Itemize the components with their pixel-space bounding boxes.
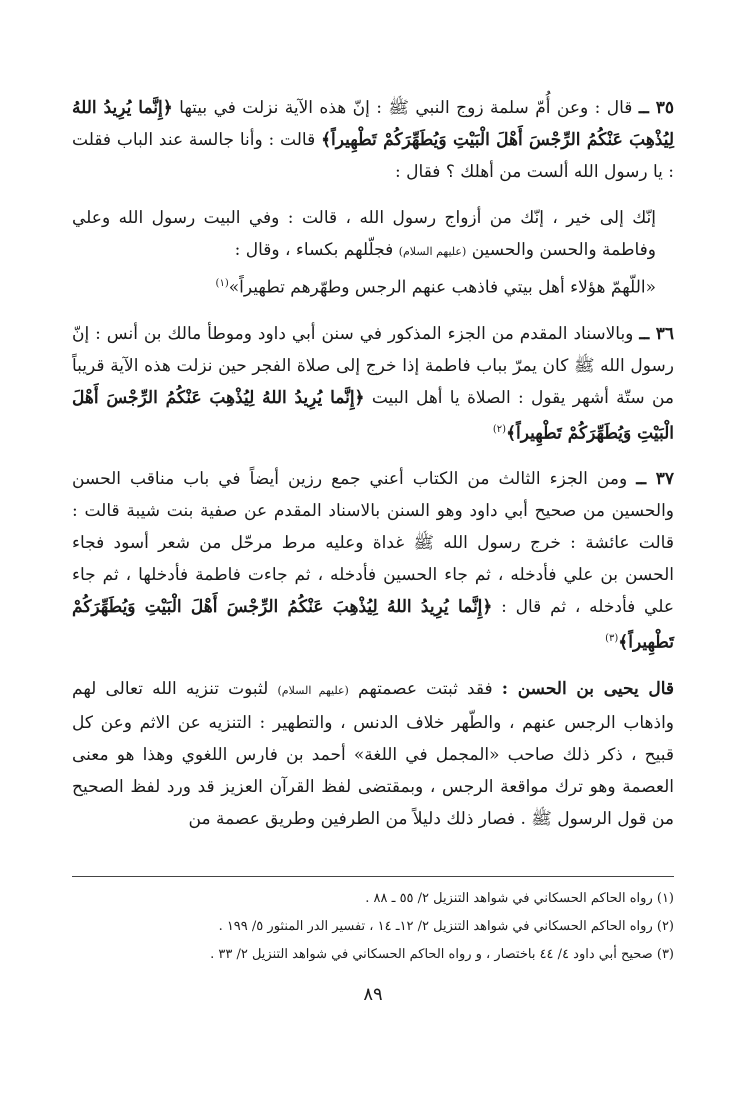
footnote-ref: (٣) <box>605 633 619 645</box>
paragraph-commentary <box>72 673 674 835</box>
page-body <box>72 92 674 849</box>
author-lead: قال يحيى بن الحسن : <box>501 678 675 699</box>
paragraph-text: قال : وعن أُمّ سلمة زوج النبي ﷺ : إنّ هذه الآية نزلت في بيتها <box>179 98 633 118</box>
footnote-divider <box>72 876 674 877</box>
quran-verse: ﴿إِنَّما يُرِيدُ اللهُ لِيُذْهِبَ عَنْكُمُ الرِّجْسَ أَهْلَ الْبَيْتِ وَيُطَهِّرَكُمْ تَطْهِيراً﴾ <box>72 98 675 150</box>
paragraph-number: ٣٧ ــ <box>636 469 674 490</box>
hadith-text: إنّك إلى خير ، إنّك من أزواج رسول الله ، قالت : وفي البيت رسول الله وعلي وفاطمة والحسن والحسين <box>72 208 656 260</box>
paragraph-text: لثبوت تنزيه الله تعالى لهم واذهاب الرجس عنهم ، والطّهر خلاف الدنس ، والتطهير : التنزيه عن الاثم وعن كل قبيح ، ذكر ذلك صاحب «المجمل في اللغة» أحمد بن فارس اللغوي وهذا هو معنى العصمة وهو ترك مواقعة الرجس ، وبمقتضى لفظ القرآن العزيز قد ورد لفظ الصحيح من قول الرسول ﷺ . فصار ذلك دليلاً من الطرفين وطريق عصمة من <box>72 678 674 829</box>
footnote-2: (٢) رواه الحاكم الحسكاني في شواهد التنزيل ٢/ ١٢ـ ١٤ ، تفسير الدر المنثور ٥/ ١٩٩ . <box>218 919 674 934</box>
prophet-quote: «اللّهمّ هؤلاء أهل بيتي فاذهب عنهم الرجس وطهّرهم تطهيراً» <box>228 277 656 298</box>
paragraph-35 <box>72 92 674 188</box>
page-number: ٨٩ <box>363 984 383 1005</box>
paragraph-37 <box>72 463 674 659</box>
quran-verse: ﴿إِنَّما يُرِيدُ اللهُ لِيُذْهِبَ عَنْكُمُ الرِّجْسَ أَهْلَ الْبَيْتِ وَيُطَهِّرَكُمْ تَطْهِيراً﴾ <box>72 387 674 444</box>
paragraph-text: قالت : وأنا جالسة عند الباب فقلت : يا رسول الله ألست من أهلك ؟ فقال : <box>72 130 674 182</box>
hadith-text: فجلّلهم بكساء ، وقال : <box>234 240 394 260</box>
paragraph-number: ٣٥ ــ <box>638 98 675 118</box>
honorific: (عليهم السلام) <box>398 245 467 258</box>
paragraph-text: وبالاسناد المقدم من الجزء المذكور في سنن أبي داود وموطأ مالك بن أنس : إنّ رسول الله ﷺ كان يمرّ بباب فاطمة إذا خرج إلى صلاة الفجر حين نزلت هذه الآية قريباً من ستّة أشهر يقول : الصلاة يا أهل البيت <box>72 323 675 408</box>
footnote-ref: (٢) <box>492 423 507 435</box>
paragraph-number: ٣٦ ــ <box>639 323 674 344</box>
paragraph-36 <box>72 318 674 450</box>
hadith-block <box>72 202 674 304</box>
footnote-1: (١) رواه الحاكم الحسكاني في شواهد التنزيل ٢/ ٥٥ ـ ٨٨ . <box>365 891 674 906</box>
honorific: (عليهم السلام) <box>277 683 349 697</box>
footnote-ref: (١) <box>215 278 229 289</box>
paragraph-text: فقد ثبتت عصمتهم <box>358 678 493 699</box>
paragraph-text: ومن الجزء الثالث من الكتاب أعني جمع رزين أيضاً في باب مناقب الحسن والحسين من صحيح أبي داود وهو السنن بالاسناد المقدم عن صفية بنت شيبة قالت : قالت عائشة : خرج رسول الله ﷺ غداة وعليه مرط مرحّل من شعر أسود فجاء الحسن بن علي فأدخله ، ثم جاء الحسين فأدخله ، ثم جاءت فاطمة فأدخلها ، ثم جاء علي فأدخله ، ثم قال : <box>72 469 674 618</box>
quran-verse: ﴿إِنَّما يُرِيدُ اللهُ لِيُذْهِبَ عَنْكُمُ الرِّجْسَ أَهْلَ الْبَيْتِ وَيُطَهِّرَكُمْ تَطْهِيراً﴾ <box>72 597 674 653</box>
footnotes <box>72 876 674 969</box>
footnote-3: (٣) صحيح أبي داود ٤/ ٤٤ باختصار ، و رواه الحاكم الحسكاني في شواهد التنزيل ٢/ ٣٣ . <box>210 947 674 962</box>
